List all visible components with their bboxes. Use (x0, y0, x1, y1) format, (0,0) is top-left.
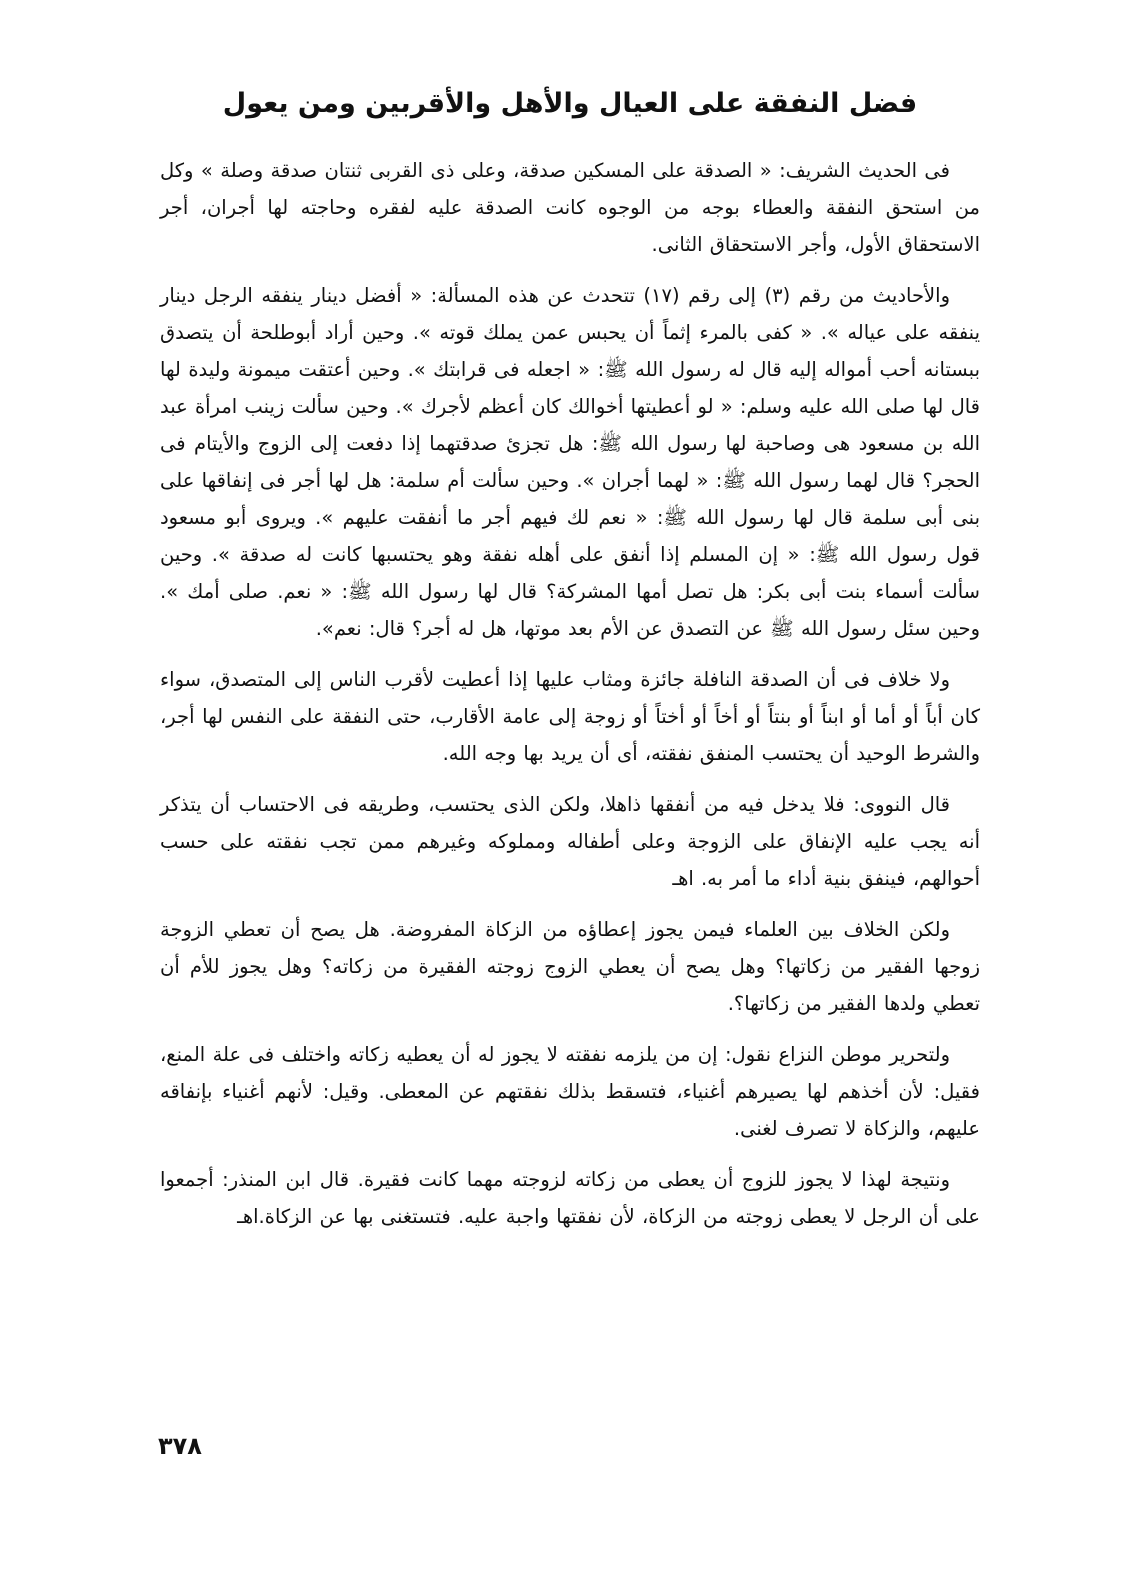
body-text (160, 152, 980, 1249)
paragraph: ولكن الخلاف بين العلماء فيمن يجوز إعطاؤه من الزكاة المفروضة. هل يصح أن تعطي الزوجة زوجها الفقير من زكاتها؟ وهل يصح أن يعطي الزوج زوجته الفقيرة من زكاته؟ وهل يجوز للأم أن تعطي ولدها الفقير من زكاتها؟. (160, 918, 980, 1015)
paragraph: ولا خلاف فى أن الصدقة النافلة جائزة ومثاب عليها إذا أعطيت لأقرب الناس إلى المتصدق، سواء كان أباً أو أما أو ابناً أو بنتاً أو أخاً أو أختاً أو زوجة إلى عامة الأقارب، حتى النفقة على النفس لها أجر، والشرط الوحيد أن يحتسب المنفق نفقته، أى أن يريد بها وجه الله. (160, 668, 980, 765)
paragraph: فى الحديث الشريف: « الصدقة على المسكين صدقة، وعلى ذى القربى ثنتان صدقة وصلة » وكل من استحق النفقة والعطاء بوجه من الوجوه كانت الصدقة عليه لفقره وحاجته لها أجران، أجر الاستحقاق الأول، وأجر الاستحقاق الثانى. (160, 159, 980, 256)
page-number: ٣٧٨ (158, 1432, 202, 1460)
paragraph: قال النووى: فلا يدخل فيه من أنفقها ذاهلا، ولكن الذى يحتسب، وطريقه فى الاحتساب أن يتذكر أنه يجب عليه الإنفاق على الزوجة وعلى أطفاله ومملوكه وغيرهم ممن تجب نفقته على حسب أحوالهم، فينفق بنية أداء ما أمر به. اهـ (160, 793, 980, 890)
paragraph: والأحاديث من رقم (٣) إلى رقم (١٧) تتحدث عن هذه المسألة: « أفضل دينار ينفقه الرجل دينار ينفقه على عياله ». « كفى بالمرء إثماً أن يحبس عمن يملك قوته ». وحين أراد أبوطلحة أن يتصدق ببستانه أحب أمواله إليه قال له رسول الله ﷺ: « اجعله فى قرابتك ». وحين أعتقت ميمونة وليدة لها قال لها صلى الله عليه وسلم: « لو أعطيتها أخوالك كان أعظم لأجرك ». وحين سألت زينب امرأة عبد الله بن مسعود هى وصاحبة لها رسول الله ﷺ: هل تجزئ صدقتهما إذا دفعت إلى الزوج والأيتام فى الحجر؟ قال لهما رسول الله ﷺ: « لهما أجران ». وحين سألت أم سلمة: هل لها أجر فى إنفاقها على بنى أبى سلمة قال لها رسول الله ﷺ: « نعم لك فيهم أجر ما أنفقت عليهم ». ويروى أبو مسعود قول رسول الله ﷺ: « إن المسلم إذا أنفق على أهله نفقة وهو يحتسبها كانت له صدقة ». وحين سألت أسماء بنت أبى بكر: هل تصل أمها المشركة؟ قال لها رسول الله ﷺ: « نعم. صلى أمك ». وحين سئل رسول الله ﷺ عن التصدق عن الأم بعد موتها، هل له أجر؟ قال: نعم». (160, 284, 980, 640)
page-title: فضل النفقة على العيال والأهل والأقربين ومن يعول (222, 88, 918, 119)
paragraph: ونتيجة لهذا لا يجوز للزوج أن يعطى من زكاته لزوجته مهما كانت فقيرة. قال ابن المنذر: أجمعوا على أن الرجل لا يعطى زوجته من الزكاة، لأن نفقتها واجبة عليه. فتستغنى بها عن الزكاة.اهـ (160, 1168, 980, 1228)
paragraph: ولتحرير موطن النزاع نقول: إن من يلزمه نفقته لا يجوز له أن يعطيه زكاته واختلف فى علة المنع، فقيل: لأن أخذهم لها يصيرهم أغنياء، فتسقط بذلك نفقتهم عن المعطى. وقيل: لأنهم أغنياء بإنفاقه عليهم، والزكاة لا تصرف لغنى. (160, 1043, 980, 1140)
